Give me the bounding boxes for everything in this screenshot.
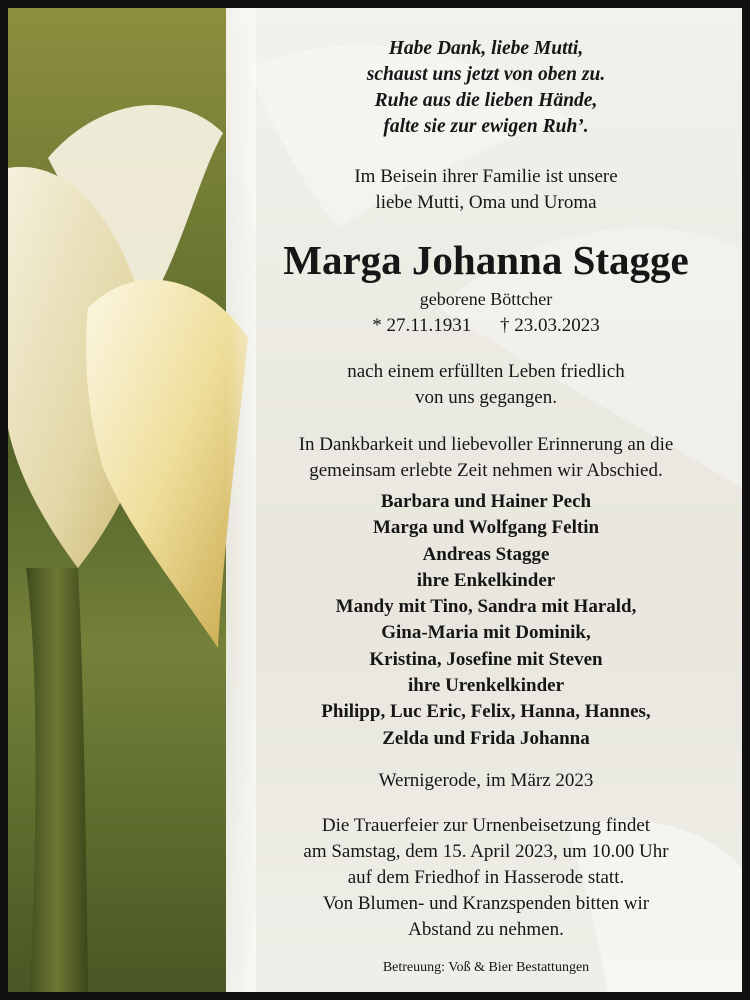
funeral-home-credit: Betreuung: Voß & Bier Bestattungen — [382, 960, 590, 975]
poem-line: Ruhe aus die lieben Hände, — [374, 90, 598, 111]
poem — [230, 36, 742, 140]
service-line: auf dem Friedhof in Hasserode statt. — [347, 867, 625, 888]
deceased-name: Marga Johanna Stagge — [283, 237, 689, 283]
family-line: Zelda und Frida Johanna — [382, 727, 590, 749]
family-line: ihre Urenkelkinder — [407, 675, 565, 697]
thanks-line: In Dankbarkeit und liebevoller Erinnerung an die — [298, 434, 674, 455]
family-line: Mandy mit Tino, Sandra mit Harald, — [335, 596, 637, 618]
poem-line: schaust uns jetzt von oben zu. — [366, 64, 606, 85]
passing-line: nach einem erfüllten Leben friedlich — [347, 361, 625, 382]
family-list — [230, 489, 742, 752]
family-line: Marga und Wolfgang Feltin — [372, 517, 600, 539]
poem-line: falte sie zur ewigen Ruh’. — [383, 116, 589, 137]
poem-line: Habe Dank, liebe Mutti, — [388, 38, 584, 59]
funeral-service-info — [230, 813, 742, 943]
thanks-line: gemeinsam erlebte Zeit nehmen wir Abschied. — [309, 460, 663, 481]
family-line: Barbara und Hainer Pech — [380, 491, 592, 512]
thanks-text — [230, 432, 742, 484]
intro-line: Im Beisein ihrer Familie ist unsere — [354, 166, 618, 187]
family-line: ihre Enkelkinder — [416, 569, 556, 591]
birth-name: geborene Böttcher — [419, 289, 553, 309]
notice-text — [230, 8, 742, 992]
life-dates — [230, 313, 742, 339]
passing-text — [230, 359, 742, 411]
service-line: am Samstag, dem 15. April 2023, um 10.00 Uhr — [303, 841, 669, 862]
service-line: Abstand zu nehmen. — [408, 919, 564, 940]
intro-line: liebe Mutti, Oma und Uroma — [375, 192, 597, 213]
family-line: Kristina, Josefine mit Steven — [369, 648, 603, 670]
service-line: Von Blumen- und Kranzspenden bitten wir — [322, 893, 650, 914]
death-date: † 23.03.2023 — [500, 315, 600, 336]
birth-date: * 27.11.1931 — [372, 315, 472, 336]
family-line: Andreas Stagge — [422, 543, 550, 565]
place-date: Wernigerode, im März 2023 — [378, 770, 594, 791]
passing-line: von uns gegangen. — [415, 387, 557, 408]
family-line: Gina-Maria mit Dominik, — [381, 622, 591, 644]
intro-text — [230, 164, 742, 216]
service-line: Die Trauerfeier zur Urnenbeisetzung findet — [321, 815, 651, 836]
family-line: Philipp, Luc Eric, Felix, Hanna, Hannes, — [321, 701, 651, 723]
